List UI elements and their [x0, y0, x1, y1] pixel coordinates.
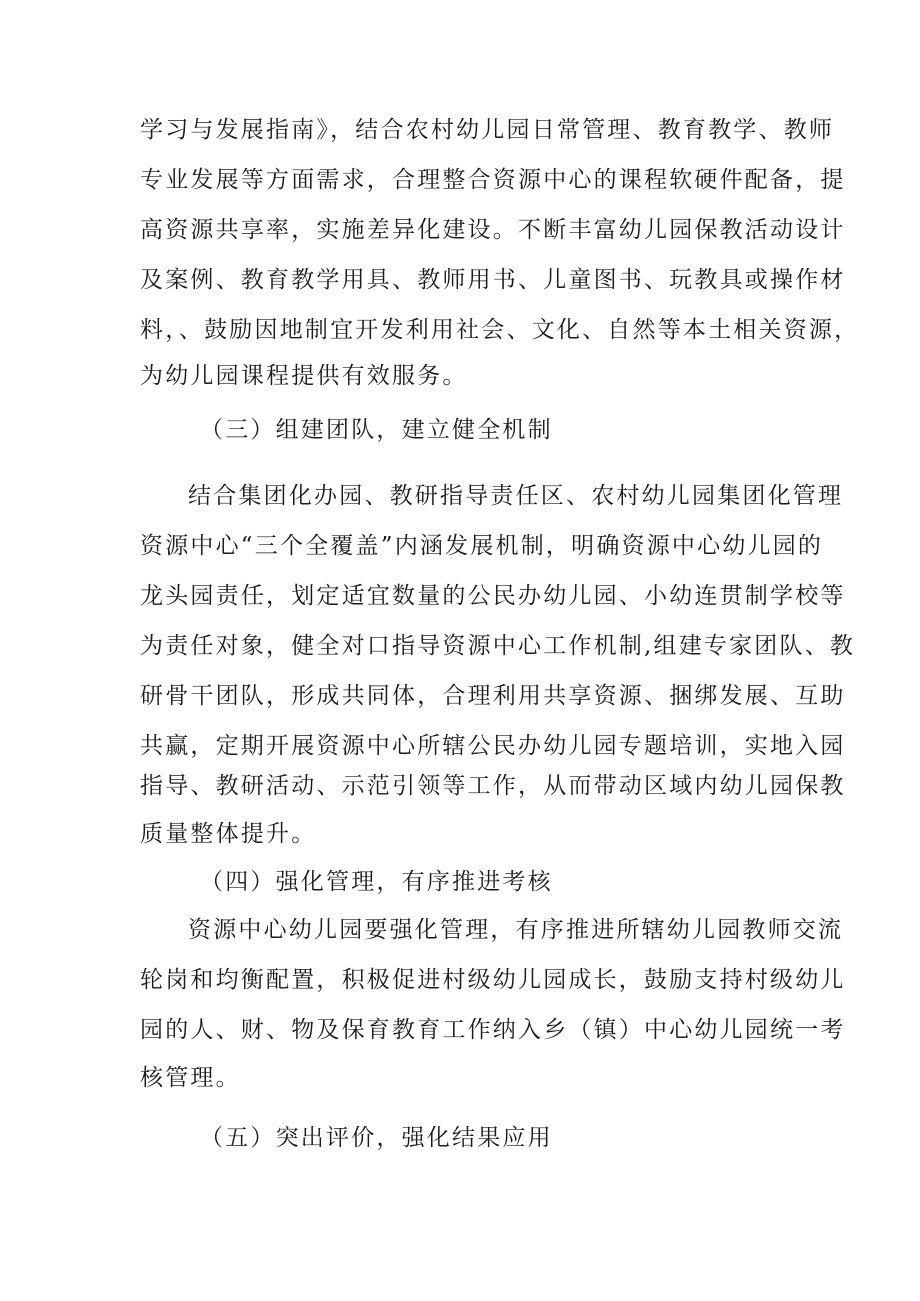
paragraph-line: 专业发展等方面需求，合理整合资源中心的课程软硬件配备，提: [140, 167, 846, 193]
paragraph-line: 轮岗和均衡配置，积极促进村级幼儿园成长，鼓励支持村级幼儿: [140, 967, 846, 993]
paragraph-line: 研骨干团队，形成共同体，合理利用共享资源、捆绑发展、互助: [140, 683, 846, 709]
paragraph-line: 高资源共享率，实施差异化建设。不断丰富幼儿园保教活动设计: [140, 217, 846, 243]
paragraph-line: 料，、鼓励因地制宜开发利用社会、文化、自然等本土相关资源，: [140, 317, 860, 343]
paragraph-line: 资源中心“三个全覆盖”内涵发展机制，明确资源中心幼儿园的: [140, 533, 824, 559]
section-heading: （四）强化管理，有序推进考核: [200, 869, 553, 895]
section-heading: （五）突出评价，强化结果应用: [200, 1125, 553, 1151]
paragraph-line: 质量整体提升。: [140, 821, 317, 847]
paragraph-line: 为幼儿园课程提供有效服务。: [140, 363, 468, 389]
paragraph-line: 共赢，定期开展资源中心所辖公民办幼儿园专题培训，实地入园: [140, 733, 846, 759]
paragraph-line: 结合集团化办园、教研指导责任区、农村幼儿园集团化管理: [188, 483, 844, 509]
section-heading: （三）组建团队，建立健全机制: [200, 417, 553, 443]
paragraph-line: 龙头园责任，划定适宜数量的公民办幼儿园、小幼连贯制学校等: [140, 583, 846, 609]
paragraph-line: 资源中心幼儿园要强化管理，有序推进所辖幼儿园教师交流: [188, 917, 844, 943]
paragraph-line: 为责任对象，健全对口指导资源中心工作机制,组建专家团队、教: [140, 633, 856, 659]
paragraph-line: 学习与发展指南》，结合农村幼儿园日常管理、教育教学、教师: [140, 117, 835, 143]
paragraph-line: 园的人、财、物及保育教育工作纳入乡（镇）中心幼儿园统一考: [140, 1017, 846, 1043]
paragraph-line: 核管理。: [140, 1065, 241, 1091]
paragraph-line: 指导、教研活动、示范引领等工作，从而带动区域内幼儿园保教: [140, 773, 846, 799]
paragraph-line: 及案例、教育教学用具、教师用书、儿童图书、玩教具或操作材: [140, 267, 846, 293]
